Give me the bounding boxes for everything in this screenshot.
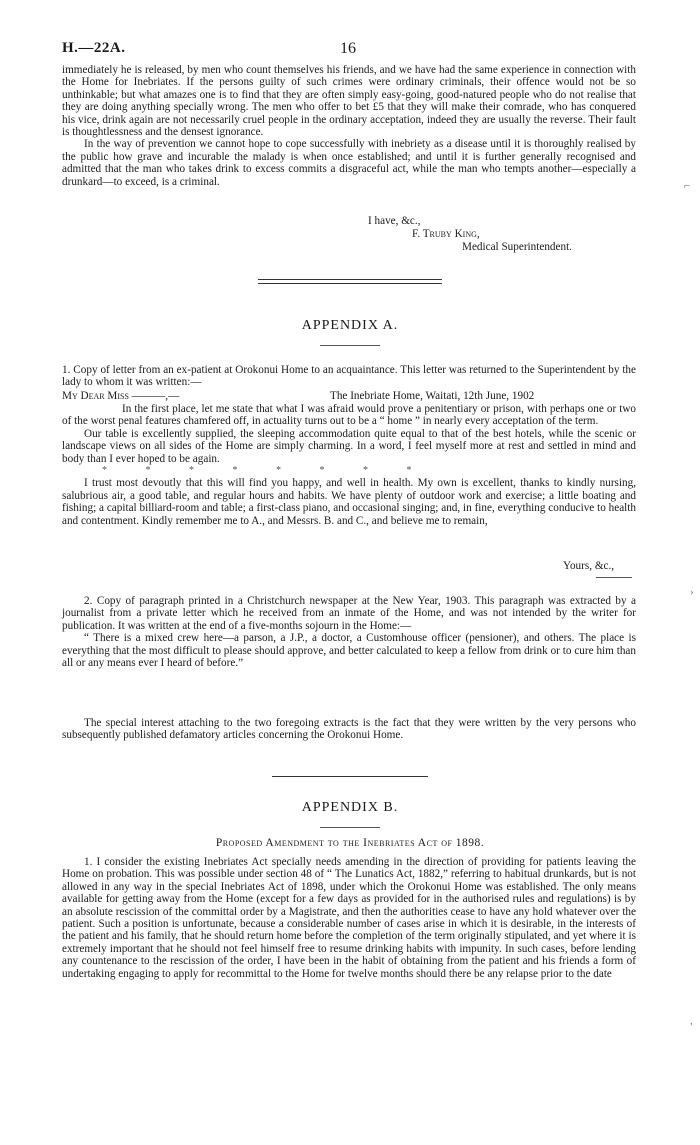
appendix-divider — [272, 776, 428, 777]
intro-section — [62, 64, 636, 188]
item-1-intro: 1. Copy of letter from an ex-patient at Orokonui Home to an acquaintance. This letter was returned to the Superintendent by the lady to whom it was written:— — [62, 364, 636, 389]
heading-underline-b — [320, 827, 380, 828]
signature-title: Medical Superintendent. — [462, 241, 572, 253]
appendix-a-conclusion — [62, 717, 636, 742]
margin-mark-bottom: , — [690, 1015, 693, 1027]
intro-paragraph-2: In the way of prevention we cannot hope to cope successfully with inebriety as a disease until it is thoroughly realised by the public how grave and incurable the malady is when once established; and until it is further generally recognised and admitted that the man who takes drink to excess commits a disgraceful act, while the man who tempts another—especially a drunkard—to exceed, is a criminal. — [62, 138, 636, 188]
appendix-a-item-1 — [62, 364, 636, 389]
conclusion-paragraph: The special interest attaching to the two foregoing extracts is the fact that they were written by the very persons who subsequently published defamatory articles concerning the Orokonui Home. — [62, 717, 636, 742]
letter-salutation: My Dear Miss ———,— — [62, 390, 180, 402]
signature-name: F. Truby King, — [412, 228, 480, 240]
margin-mark-middle: › — [690, 586, 694, 598]
appendix-b-subheading: Proposed Amendment to the Inebriates Act of 1898. — [215, 837, 485, 849]
heading-underline — [320, 345, 380, 346]
closing-line: I have, &c., — [368, 215, 421, 227]
letter-close: Yours, &c., — [563, 560, 615, 572]
intro-paragraph-1: immediately he is released, by men who count themselves his friends, and we have had the same experience in connection with the Home for Inebriates. If the persons guilty of such crimes were ordinary criminals, their offence would not be so unthinkable; but what amazes one is to find that they are often simply easy-going, good-natured people who do not realise that they are doing anything specially wrong. The men who offer to bet £5 that they will make their comrade, who has conquered his vice, drink again are not necessarily cruel people in the ordinary acceptation, indeed they are usually the reverse. Their fault is thoughtlessness and the densest ignorance. — [62, 64, 636, 139]
letter-paragraph-2: Our table is excellently supplied, the sleeping accommodation quite equal to that of the best hotels, while the scenic or landscape views on all sides of the Home are simply charming. In a word, I feel myself more at rest and settled in mind and body than I ever hoped to be again. — [62, 427, 636, 465]
page-number: 16 — [340, 40, 356, 57]
appendix-a-heading: APPENDIX A. — [301, 318, 399, 333]
appendix-b-paragraph-1: 1. I consider the existing Inebriates Act specially needs amending in the direction of providing for patients leaving the Home on probation. This was possible under section 48 of “ The Lunatics Act, 1882,” referring to habitual drunkards, but is not allowed in any way in the special Inebriates Act of 1898, under which the Orokonui Home was established. The only means available for getting away from the Home (except for a few days as provided for in the authorised rules and regulations) is by an absolute rescission of the committal order by a Magistrate, and then the authorities cease to have any hold whatever over the patient. Such a position is unfortunate, because a considerable number of cases arise in which it is desirable, in the interests of the patient and his family, that he should return home before the completion of the term originally stipulated, and yet where it is extremely important that he should not feel himself free to resume drinking habits with impunity. In such cases, before lending any countenance to the rescission of the order, I have been in the habit of obtaining from the patient and his friends a form of undertaking engaging to apply for recommittal to the Home for twelve months should there be any relapse prior to the date — [62, 856, 636, 980]
letter-paragraph-3: I trust most devoutly that this will find you happy, and well in health. My own is excellent, thanks to kindly nursing, salubrious air, a good table, and regular hours and habits. We have plenty of outdoor work and exercise; a little boating and fishing; a capital billiard-room and table; a first-class piano, and occasional singing; and, in fine, everything conducive to health and contentment. Kindly remember me to A., and Messrs. B. and C., and believe me to remain, — [62, 477, 636, 527]
ellipsis-stars: * * * * * * * * — [102, 465, 414, 477]
letter-body — [62, 403, 636, 527]
letter-end-rule — [596, 577, 632, 578]
section-divider — [258, 279, 442, 280]
item-2-intro: 2. Copy of paragraph printed in a Christchurch newspaper at the New Year, 1903. This paragraph was extracted by a journalist from a private letter which he received from an inmate of the Home, and was not intended by the writer for publication. It was written at the end of a five-months sojourn in the Home:— — [62, 595, 636, 632]
letter-place-date: The Inebriate Home, Waitati, 12th June, 1902 — [330, 390, 535, 402]
appendix-b-heading: APPENDIX B. — [301, 800, 399, 815]
appendix-a-item-2 — [62, 595, 636, 669]
section-divider-second — [258, 283, 442, 284]
margin-mark-top: ⌐ — [684, 180, 691, 192]
letter-paragraph-1: In the first place, let me state that what I was afraid would prove a penitentiary or prison, with perhaps one or two of the worst penal features chamfered off, in actuality turns out to be a “ home ” in nearly every acceptation of the term. — [62, 403, 636, 428]
appendix-b-body — [62, 856, 636, 980]
report-reference: H.—22A. — [62, 40, 126, 56]
item-2-quote: “ There is a mixed crew here—a parson, a J.P., a doctor, a Customhouse officer (pensioner), and others. The place is everything that the most difficult to please should approve, and better calculated to keep a fellow from drink or to cure him than all or any means ever I heard of before.” — [62, 632, 636, 670]
